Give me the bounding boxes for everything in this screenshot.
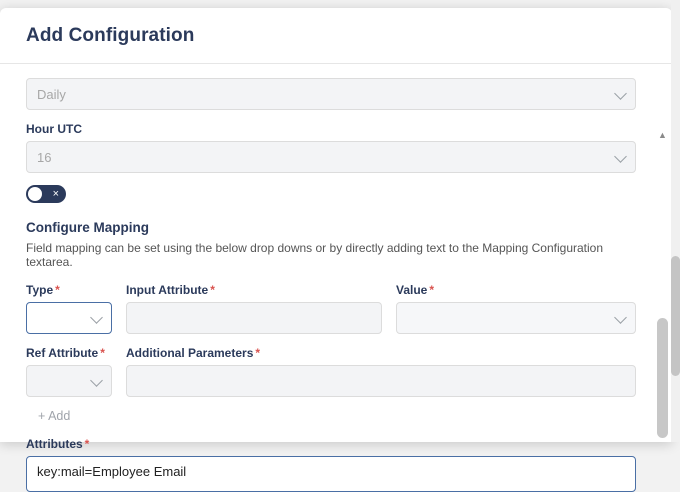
scroll-up-icon[interactable]: ▲ <box>658 130 667 140</box>
input-attribute-label-text: Input Attribute <box>126 283 209 297</box>
value-field <box>396 283 636 334</box>
ref-attribute-label <box>26 346 112 360</box>
mapping-row-1 <box>26 283 636 334</box>
additional-parameters-input[interactable] <box>126 365 636 397</box>
required-marker: * <box>429 283 435 297</box>
toggle-knob <box>28 187 42 201</box>
hour-utc-select[interactable] <box>26 141 636 173</box>
add-mapping-button[interactable]: + Add <box>38 409 71 423</box>
mapping-row-2 <box>26 346 636 397</box>
type-label <box>26 283 112 297</box>
frequency-field <box>26 78 636 110</box>
required-marker: * <box>100 346 105 360</box>
required-marker: * <box>255 346 261 360</box>
dialog-body <box>0 64 672 479</box>
chevron-down-icon <box>614 150 627 163</box>
frequency-select-value: Daily <box>37 86 66 102</box>
add-configuration-dialog <box>0 8 672 479</box>
dialog-scroll-thumb[interactable] <box>657 318 668 438</box>
additional-parameters-label-text: Additional Parameters <box>126 346 254 360</box>
additional-parameters-field <box>126 346 636 397</box>
ref-attribute-select[interactable] <box>26 365 112 397</box>
type-select[interactable] <box>26 302 112 334</box>
value-label-text: Value <box>396 283 428 297</box>
chevron-down-icon <box>614 87 627 100</box>
attributes-label <box>26 437 636 451</box>
required-marker: * <box>210 283 215 297</box>
type-label-text: Type <box>26 283 54 297</box>
input-attribute-input[interactable] <box>126 302 382 334</box>
page-title: Add Configuration <box>26 24 195 46</box>
required-marker: * <box>55 283 60 297</box>
toggle-off-icon: × <box>52 188 59 200</box>
attributes-label-text: Attributes <box>26 437 83 451</box>
type-field <box>26 283 112 334</box>
chevron-down-icon <box>614 311 627 324</box>
dialog-scrollbar[interactable] <box>657 128 668 488</box>
input-attribute-label <box>126 283 382 297</box>
enable-toggle[interactable] <box>26 185 66 203</box>
additional-parameters-label <box>126 346 636 360</box>
value-select[interactable] <box>396 302 636 334</box>
value-label <box>396 283 636 297</box>
hour-utc-label: Hour UTC <box>26 122 82 136</box>
input-attribute-field <box>126 283 382 334</box>
page-scroll-thumb[interactable] <box>671 256 680 376</box>
page-scrollbar[interactable] <box>671 0 680 442</box>
dialog-header <box>0 8 672 64</box>
hour-utc-select-value: 16 <box>37 149 52 165</box>
ref-attribute-field <box>26 346 112 397</box>
frequency-select[interactable] <box>26 78 636 110</box>
attributes-textarea[interactable]: key:mail=Employee Email <box>26 456 636 492</box>
chevron-down-icon <box>90 374 103 387</box>
ref-attribute-label-text: Ref Attribute <box>26 346 99 360</box>
required-marker: * <box>84 437 90 451</box>
hour-utc-field <box>26 122 636 173</box>
attributes-field <box>26 437 636 492</box>
configure-mapping-description: Field mapping can be set using the below drop downs or by directly adding text to the Mapping Configuration textarea. <box>26 241 604 269</box>
chevron-down-icon <box>90 311 103 324</box>
configure-mapping-heading: Configure Mapping <box>26 220 149 235</box>
